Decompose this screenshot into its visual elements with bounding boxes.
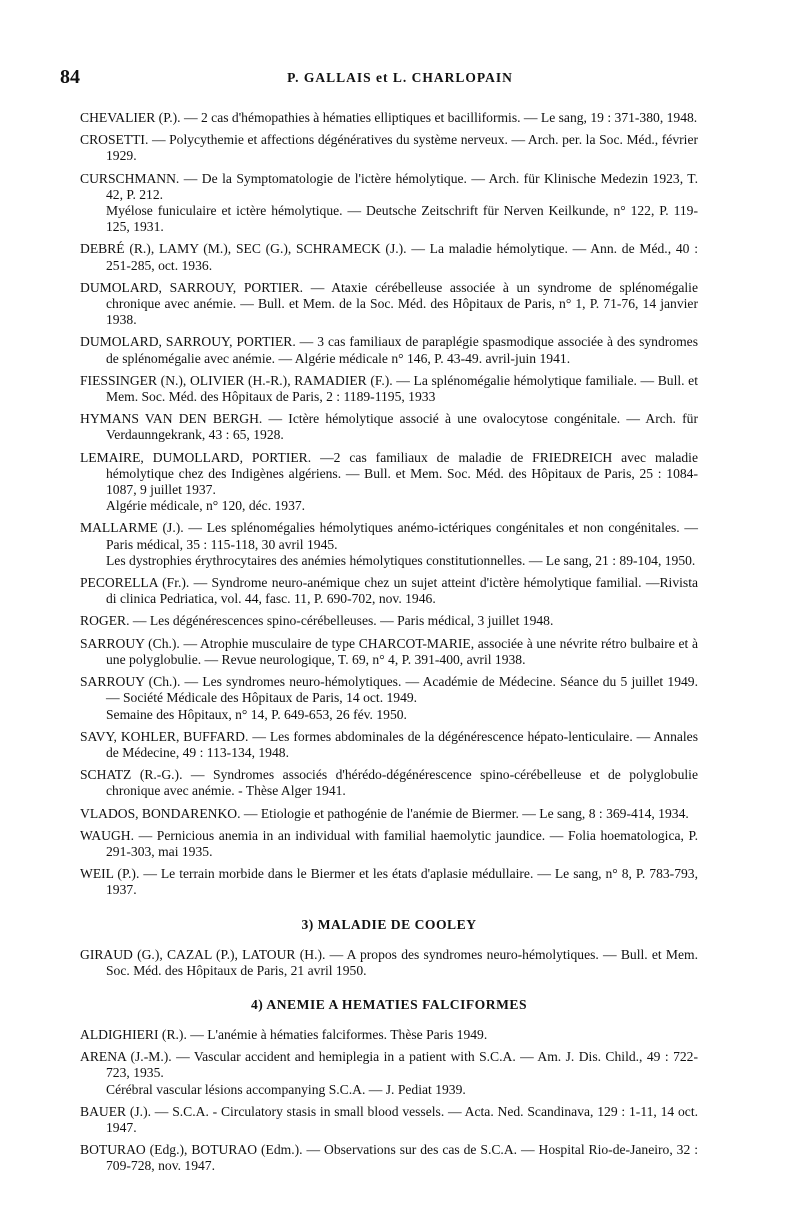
- entry-text: SARROUY (Ch.). — Atrophie musculaire de type CHARCOT-MARIE, associée à une névrite rétro bulbaire et à une polyglobulie. — Revue neurologique, T. 69, n° 4, P. 391-400, avril 1938.: [80, 635, 698, 667]
- bibliography-group-a: [80, 110, 698, 899]
- section-heading-falciformes: 4) ANEMIE A HEMATIES FALCIFORMES: [250, 996, 528, 1012]
- entry-text: WAUGH. — Pernicious anemia in an individual with familial haemolytic jaundice. — Folia hoematologica, P. 291-303, mai 1935.: [80, 827, 698, 859]
- bibliography-entry: [80, 947, 698, 979]
- entry-subtext: Algérie médicale, n° 120, déc. 1937.: [106, 498, 306, 514]
- entry-text: SARROUY (Ch.). — Les syndromes neuro-hémolytiques. — Académie de Médecine. Séance du 5 juillet 1949. — Société Médicale des Hôpitaux de Paris, 14 oct. 1949.: [80, 674, 698, 706]
- bibliography-entry: [80, 866, 698, 898]
- bibliography-entry: [80, 1027, 698, 1043]
- entry-text: CURSCHMANN. — De la Symptomatologie de l'ictère hémolytique. — Arch. für Klinische Medezin 1923, T. 42, P. 212.: [80, 170, 698, 202]
- bibliography-group-b: [80, 947, 698, 979]
- bibliography-entry: [80, 334, 698, 366]
- bibliography-entry: [80, 241, 698, 273]
- entry-text: DUMOLARD, SARROUY, PORTIER. — Ataxie cérébelleuse associée à un syndrome de splénomégalie chronique avec anémie. — Bull. et Mem. de la Soc. Méd. des Hôpitaux de Paris, n° 1, P. 71-76, 14 janvier 1938.: [80, 279, 698, 328]
- entry-subtext: Myélose funiculaire et ictère hémolytique. — Deutsche Zeitschrift für Nerven Keilkunde, n° 122, P. 119-125, 1931.: [106, 203, 698, 235]
- section-heading-cooley: 3) MALADIE DE COOLEY: [301, 916, 477, 932]
- entry-text: DUMOLARD, SARROUY, PORTIER. — 3 cas familiaux de paraplégie spasmodique associée à des syndromes de splénomégalie avec anémie. — Algérie médicale n° 146, P. 43-49. avril-juin 1941.: [80, 334, 698, 366]
- bibliography-entry: [80, 729, 698, 761]
- entry-text: SCHATZ (R.-G.). — Syndromes associés d'hérédo-dégénérescence spino-cérébelleuse et de polyglobulie chronique avec anémie. - Thèse Alger 1941.: [80, 767, 698, 799]
- entry-subtext: Les dystrophies érythrocytaires des anémies hémolytiques constitutionnelles. — Le sang, 21 : 89-104, 1950.: [106, 552, 696, 568]
- bibliography-entry: [80, 767, 698, 799]
- entry-subtext: Semaine des Hôpitaux, n° 14, P. 649-653, 26 fév. 1950.: [106, 706, 407, 722]
- entry-text: ARENA (J.-M.). — Vascular accident and hemiplegia in a patient with S.C.A. — Am. J. Dis. Child., 49 : 722-723, 1935.: [80, 1049, 698, 1081]
- bibliography-entry: [80, 373, 698, 405]
- entry-text: ROGER. — Les dégénérescences spino-cérébelleuses. — Paris médical, 3 juillet 1948.: [80, 613, 554, 629]
- entry-text: BAUER (J.). — S.C.A. - Circulatory stasis in small blood vessels. — Acta. Ned. Scandinava, 129 : 1-11, 14 oct. 1947.: [80, 1103, 698, 1135]
- entry-subtext: Cérébral vascular lésions accompanying S.C.A. — J. Pediat 1939.: [106, 1081, 466, 1097]
- entry-text: BOTURAO (Edg.), BOTURAO (Edm.). — Observations sur des cas de S.C.A. — Hospital Rio-de-Janeiro, 32 : 709-728, nov. 1947.: [80, 1142, 698, 1174]
- bibliography-entry: [80, 1049, 698, 1098]
- bibliography-entry: [80, 613, 698, 629]
- bibliography-entry: [80, 171, 698, 236]
- bibliography-entry: [80, 110, 698, 126]
- bibliography-entry: [80, 1104, 698, 1136]
- entry-text: MALLARME (J.). — Les splénomégalies hémolytiques anémo-ictériques congénitales et non congénitales. — Paris médical, 35 : 115-118, 30 avril 1945.: [80, 520, 698, 552]
- bibliography-entry: [80, 132, 698, 164]
- entry-text: CHEVALIER (P.). — 2 cas d'hémopathies à hématies elliptiques et bacilliformis. — Le sang, 19 : 371-380, 1948.: [80, 110, 698, 125]
- bibliography-entry: [80, 450, 698, 515]
- entry-text: HYMANS VAN DEN BERGH. — Ictère hémolytique associé à une ovalocytose congénitale. — Arch. für Verdaunngekrank, 43 : 65, 1928.: [80, 411, 698, 443]
- entry-text: CROSETTI. — Polycythemie et affections dégénératives du système nerveux. — Arch. per. la Soc. Méd., février 1929.: [80, 132, 698, 164]
- bibliography-group-c: [80, 1027, 698, 1175]
- entry-text: LEMAIRE, DUMOLLARD, PORTIER. —2 cas familiaux de maladie de FRIEDREICH avec maladie hémolytique chez des Indigènes algériens. — Bull. et Mem. Soc. Méd. des Hôpitaux de Paris, 25 : 1084-1087, 9 juillet 1937.: [80, 449, 698, 498]
- bibliography-entry: [80, 575, 698, 607]
- bibliography-entry: [80, 280, 698, 329]
- bibliography-entry: [80, 674, 698, 723]
- bibliography-entry: [80, 411, 698, 443]
- entry-text: ALDIGHIERI (R.). — L'anémie à hématies falciformes. Thèse Paris 1949.: [80, 1026, 488, 1042]
- bibliography-entry: [80, 636, 698, 668]
- bibliography-entry: [80, 1142, 698, 1174]
- entry-text: GIRAUD (G.), CAZAL (P.), LATOUR (H.). — A propos des syndromes neuro-hémolytiques. — Bull. et Mem. Soc. Méd. des Hôpitaux de Paris, 21 avril 1950.: [80, 946, 698, 978]
- bibliography-entry: [80, 828, 698, 860]
- entry-text: DEBRÉ (R.), LAMY (M.), SEC (G.), SCHRAMECK (J.). — La maladie hémolytique. — Ann. de Méd., 40 : 251-285, oct. 1936.: [80, 241, 698, 273]
- entry-text: VLADOS, BONDARENKO. — Etiologie et pathogénie de l'anémie de Biermer. — Le sang, 8 : 369-414, 1934.: [80, 805, 689, 821]
- entry-text: PECORELLA (Fr.). — Syndrome neuro-anémique chez un sujet atteint d'ictère hémolytique familial. —Rivista di clinica Pedriatica, vol. 44, fasc. 11, P. 690-702, nov. 1946.: [80, 575, 698, 607]
- running-head: P. GALLAIS et L. CHARLOPAIN: [287, 70, 513, 85]
- page-number: 84: [60, 66, 80, 88]
- entry-text: WEIL (P.). — Le terrain morbide dans le Biermer et les états d'aplasie médullaire. — Le sang, n° 8, P. 783-793, 1937.: [80, 866, 698, 898]
- bibliography-entry: [80, 520, 698, 569]
- entry-text: FIESSINGER (N.), OLIVIER (H.-R.), RAMADIER (F.). — La splénomégalie hémolytique familiale. — Bull. et Mem. Soc. Méd. des Hôpitaux de Paris, 2 : 1189-1195, 1933: [80, 372, 698, 405]
- entry-text: SAVY, KOHLER, BUFFARD. — Les formes abdominales de la dégénérescence hépato-lenticulaire. — Annales de Médecine, 49 : 113-134, 1948.: [80, 728, 698, 760]
- bibliography-list: [80, 110, 698, 1181]
- bibliography-entry: [80, 806, 698, 822]
